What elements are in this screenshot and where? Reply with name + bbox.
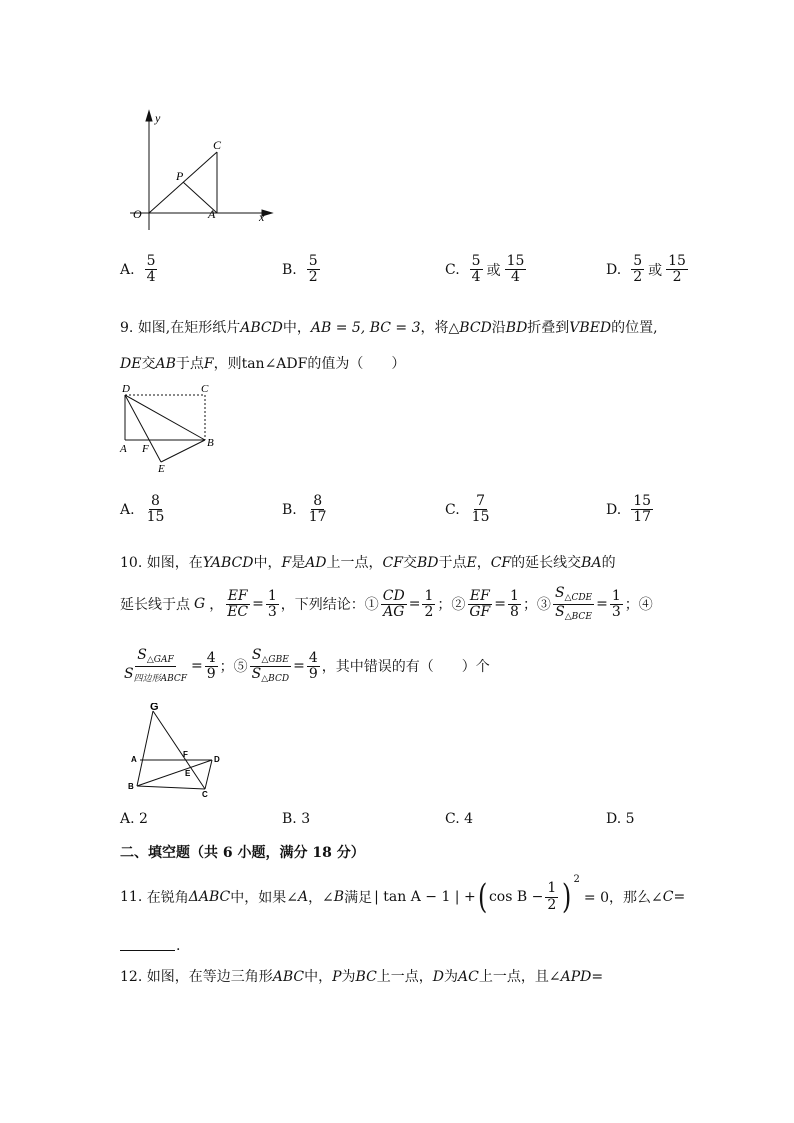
- fraction: $\frac{EF}{EC}$: [227, 587, 249, 620]
- label-f: F: [183, 750, 188, 759]
- fraction: $\frac{8}{15}$: [146, 493, 165, 526]
- fraction: $\frac{4}{9}$: [308, 649, 318, 682]
- q8-option-a[interactable]: A. $\frac{5}{4}$: [120, 253, 156, 286]
- label-p: P: [176, 169, 184, 183]
- label-c: C: [201, 383, 209, 395]
- figure-q10: [125, 703, 225, 798]
- q12-line-1: 12. 如图，在等边三角形ABC中，P为BC上一点，D为AC上一点，且∠APD=: [120, 969, 604, 985]
- figure-q9: [115, 380, 225, 475]
- figure-q8: [120, 105, 280, 235]
- q9-option-b[interactable]: B. $\frac{8}{17}$: [282, 493, 327, 526]
- segment-bc: [137, 786, 205, 789]
- label-c: C: [202, 790, 208, 798]
- fraction: $\frac{5}{2}$: [308, 253, 318, 286]
- segment-dc: [205, 760, 212, 789]
- q11-blank-period: .: [176, 938, 181, 954]
- label-d: D: [122, 383, 130, 395]
- q10-line-1: 10. 如图，在YABCD中，F是AD上一点，CF交BD于点E，CF的延长线交BA的: [120, 555, 616, 571]
- q8-option-d[interactable]: D. $\frac{5}{2}$ 或 $\frac{15}{2}$: [606, 253, 686, 286]
- q8-option-c[interactable]: C. $\frac{5}{4}$ 或 $\frac{15}{4}$: [445, 253, 525, 286]
- label-a: A: [120, 443, 127, 455]
- q9-line-2: DE交AB于点F，则tan∠ADF的值为（ ）: [120, 356, 406, 372]
- label-b: B: [207, 437, 214, 449]
- fraction: $\frac{S_{\triangle GAF}}{S_{四边形ABCF}}$: [124, 647, 188, 684]
- q10-option-d[interactable]: D. 5: [606, 811, 635, 827]
- fraction: $\frac{1}{3}$: [611, 587, 621, 620]
- q9-option-c[interactable]: C. $\frac{7}{15}$: [445, 493, 490, 526]
- q9-option-d[interactable]: D. $\frac{15}{17}$: [606, 493, 652, 526]
- q10-option-a[interactable]: A. 2: [120, 811, 148, 827]
- fraction: $\frac{EF}{GF}$: [469, 587, 491, 620]
- fraction: $\frac{15}{4}$: [506, 253, 525, 286]
- q9-option-a[interactable]: A. $\frac{8}{15}$: [120, 493, 165, 526]
- label-x: x: [259, 210, 265, 224]
- fraction: $\frac{S_{\triangle GBE}}{S_{\triangle BCD}}$: [251, 647, 290, 684]
- q10-option-b[interactable]: B. 3: [282, 811, 311, 827]
- label-a: A: [208, 207, 216, 221]
- label-a: A: [131, 755, 137, 764]
- fraction: $\frac{5}{4}$: [471, 253, 481, 286]
- fraction: $\frac{15}{17}$: [633, 493, 652, 526]
- label-e: E: [158, 463, 165, 475]
- fraction: $\frac{4}{9}$: [206, 649, 216, 682]
- label-c: C: [213, 138, 222, 152]
- fraction: $\frac{CD}{AG}$: [382, 587, 405, 620]
- fraction: $\frac{15}{2}$: [668, 253, 686, 286]
- label-f: F: [142, 443, 149, 455]
- fraction: $\frac{8}{17}$: [308, 493, 327, 526]
- fraction: $\frac{1}{8}$: [510, 587, 519, 620]
- fraction: $\frac{1}{3}$: [267, 587, 277, 620]
- label-y: y: [155, 111, 161, 125]
- label-b: B: [128, 782, 134, 791]
- label-e: E: [185, 769, 191, 778]
- q11-line-1: 11. 在锐角 ΔABC 中，如果∠ A ，∠ B 满足 | tan A − 1 | + ( cos B − $\frac{1}{2}$ ) $^2$ = 0，那么∠ C =: [120, 874, 686, 917]
- q10-option-c[interactable]: C. 4: [445, 811, 474, 827]
- segment-eb: [161, 440, 205, 462]
- section-heading: 二、填空题（共 6 小题，满分 18 分）: [120, 845, 365, 861]
- fraction: $\frac{S_{\triangle CDE}}{S_{\triangle BCE}}$: [554, 585, 593, 622]
- q10-line-2: 延长线于点 G ， $\frac{EF}{EC}$ = $\frac{1}{3}$ ，下列结论：① $\frac{CD}{AG}$ = $\frac{1}{2}$ ；② $\frac{EF}{GF}$ = $\frac{1}{8}$ ；③ $\frac{S_{\triangle CDE}}{S_{\triangle BCE}}$ = $\frac{1}{3}$ ；④: [120, 585, 653, 622]
- fraction: $\frac{7}{15}$: [471, 493, 490, 526]
- q9-line-1: 9. 如图,在矩形纸片ABCD中，AB = 5, BC = 3，将△BCD沿BD折叠到VBED的位置,: [120, 320, 658, 336]
- q11-answer-blank[interactable]: [120, 950, 175, 951]
- label-o: O: [133, 207, 142, 221]
- q8-option-b[interactable]: B. $\frac{5}{2}$: [282, 253, 318, 286]
- fraction: $\frac{1}{2}$: [424, 587, 434, 620]
- fraction: $\frac{1}{2}$: [547, 880, 557, 913]
- q10-line-3: $\frac{S_{\triangle GAF}}{S_{四边形ABCF}}$ = $\frac{4}{9}$ ；⑤ $\frac{S_{\triangle GBE}}{S_{\triangle BCD}}$ = $\frac{4}{9}$ ，其中错误的有（ ）个: [124, 647, 490, 684]
- fraction: $\frac{5}{4}$: [146, 253, 156, 286]
- fraction: $\frac{5}{2}$: [633, 253, 643, 286]
- label-d: D: [214, 755, 220, 764]
- segment-gb: [137, 711, 153, 786]
- y-axis-arrow: [146, 111, 152, 121]
- label-g: G: [150, 703, 159, 713]
